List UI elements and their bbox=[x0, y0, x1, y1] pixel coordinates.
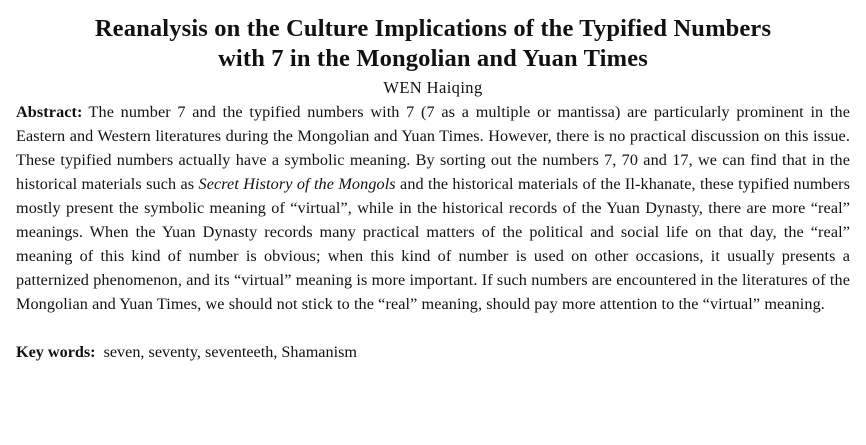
abstract-label: Abstract: bbox=[16, 103, 83, 121]
author-name: WEN Haiqing bbox=[383, 78, 483, 97]
abstract-text-part-2: and the historical materials of the Il-khanate, these typified numbers mostly present the symbolic meaning of “virtual”, while in the historical records of the Yuan Dynasty, there are more “real” meanings. When the Yuan Dynasty records many practical matters of the political and social life on that day, the “real” meaning of this kind of number is obvious; when this kind of number is used on other occasions, it usually presents a patternized phenomenon, and its “virtual” meaning is more important. If such numbers are encountered in the literatures of the Mongolian and Yuan Times, we should not stick to the “real” meaning, should pay more attention to the “virtual” meaning. bbox=[16, 175, 850, 313]
title-line-1: Reanalysis on the Culture Implications of the Typified Numbers bbox=[94, 15, 772, 42]
abstract-book-title: Secret History of the Mongols bbox=[198, 175, 396, 193]
keywords-label: Key words: bbox=[16, 343, 96, 361]
title-line-2: with 7 in the Mongolian and Yuan Times bbox=[218, 45, 648, 72]
abstract-text-part-1: The number 7 and the typified numbers with 7 (7 as a multiple or mantissa) are particularly prominent in the Eastern and Western literatures during the Mongolian and Yuan Times. However, there is no practical discussion on this issue. These typified numbers actually have a symbolic meaning. By sorting out the numbers 7, 70 and 17, we can find that in the historical materials such as bbox=[16, 103, 850, 193]
paper-title bbox=[16, 14, 850, 74]
keywords-text: seven, seventy, seventeeth, Shamanism bbox=[103, 343, 357, 361]
abstract-paragraph bbox=[16, 100, 850, 316]
keywords-line bbox=[16, 340, 850, 364]
